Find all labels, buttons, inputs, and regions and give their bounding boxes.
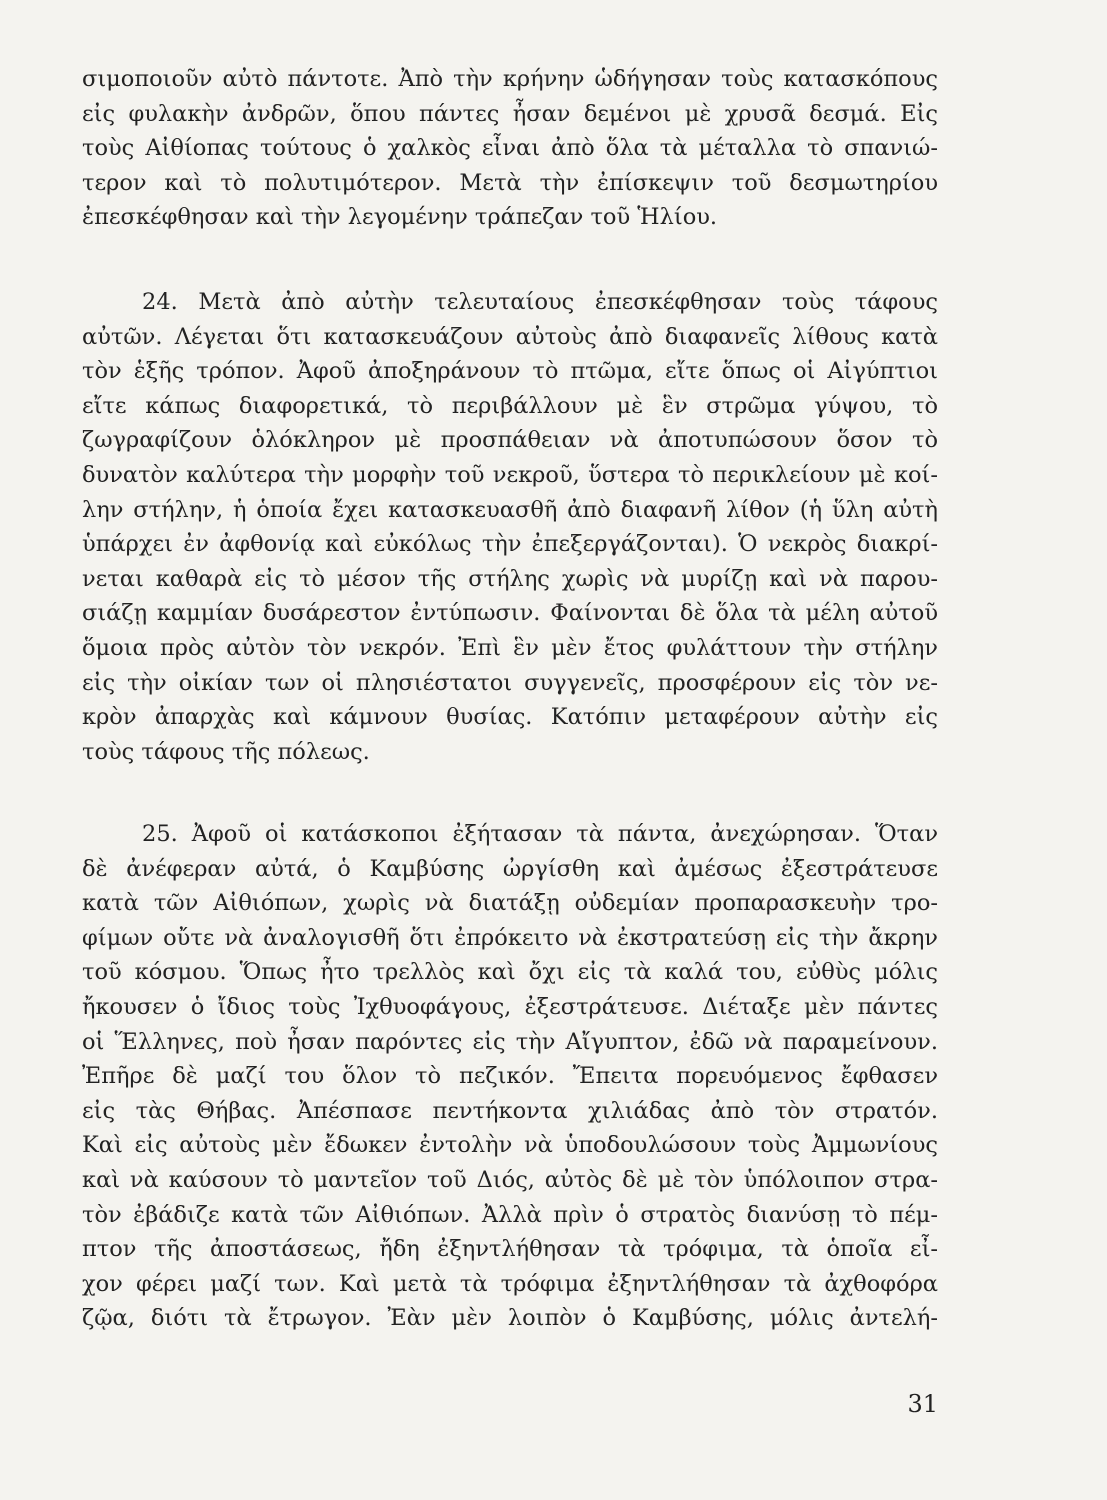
paragraph-25 — [82, 817, 938, 1336]
page-number: 31 — [907, 1390, 938, 1418]
text-line: τοὺς Αἰθίοπας τούτους ὁ χαλκὸς εἶναι ἀπὸ ὅλα τὰ μέταλλα τὸ σπανιώ- — [82, 135, 938, 162]
text-line: Καὶ εἰς αὐτοὺς μὲν ἔδωκεν ἐντολὴν νὰ ὑποδουλώσουν τοὺς Ἀμμωνίους — [82, 1132, 938, 1159]
text-line: ὑπάρχει ἐν ἀφθονίᾳ καὶ εὐκόλως τὴν ἐπεξεργάζονται). Ὁ νεκρὸς διακρί- — [82, 531, 938, 558]
text-line: εἴτε κάπως διαφορετικά, τὸ περιβάλλουν μὲ ἓν στρῶμα γύψου, τὸ — [82, 392, 938, 419]
text-line: λην στήλην, ἡ ὁποία ἔχει κατασκευασθῆ ἀπὸ διαφανῆ λίθον (ἡ ὕλη αὐτὴ — [82, 496, 938, 523]
text-line: τὸν ἐβάδιζε κατὰ τῶν Αἰθιόπων. Ἀλλὰ πρὶν ὁ στρατὸς διανύσῃ τὸ πέμ- — [82, 1201, 938, 1228]
text-line: καὶ νὰ καύσουν τὸ μαντεῖον τοῦ Διός, αὐτὸς δὲ μὲ τὸν ὑπόλοιπον στρα- — [82, 1166, 938, 1193]
text-line: ὅμοια πρὸς αὐτὸν τὸν νεκρόν. Ἐπὶ ἓν μὲν ἔτος φυλάττουν τὴν στήλην — [82, 634, 938, 661]
text-line: χον φέρει μαζί των. Καὶ μετὰ τὰ τρόφιμα ἐξηντλήθησαν τὰ ἀχθοφόρα — [82, 1270, 938, 1297]
text-line: τὸν ἑξῆς τρόπον. Ἀφοῦ ἀποξηράνουν τὸ πτῶμα, εἴτε ὅπως οἱ Αἰγύπτιοι — [82, 358, 938, 385]
text-line: δυνατὸν καλύτερα τὴν μορφὴν τοῦ νεκροῦ, ὕστερα τὸ περικλείουν μὲ κοί- — [82, 461, 938, 488]
paragraph-1 — [82, 62, 938, 235]
text-line: οἱ Ἕλληνες, ποὺ ἦσαν παρόντες εἰς τὴν Αἴγυπτον, ἐδῶ νὰ παραμείνουν. — [82, 1028, 938, 1055]
text-line: κατὰ τῶν Αἰθιόπων, χωρὶς νὰ διατάξῃ οὐδεμίαν προπαρασκευὴν τρο- — [82, 890, 938, 917]
text-line: τερον καὶ τὸ πολυτιμότερον. Μετὰ τὴν ἐπίσκεψιν τοῦ δεσμωτηρίου — [82, 169, 938, 196]
text-line: κρὸν ἀπαρχὰς καὶ κάμνουν θυσίας. Κατόπιν μεταφέρουν αὐτὴν εἰς — [82, 704, 938, 731]
text-line: νεται καθαρὰ εἰς τὸ μέσον τῆς στήλης χωρὶς νὰ μυρίζῃ καὶ νὰ παρου- — [82, 565, 938, 592]
text-line: 25. Ἀφοῦ οἱ κατάσκοποι ἐξήτασαν τὰ πάντα, ἀνεχώρησαν. Ὅταν — [142, 821, 938, 847]
text-line: εἰς φυλακὴν ἀνδρῶν, ὅπου πάντες ἦσαν δεμένοι μὲ χρυσᾶ δεσμά. Εἰς — [82, 100, 938, 127]
text-line: δὲ ἀνέφεραν αὐτά, ὁ Καμβύσης ὠργίσθη καὶ ἀμέσως ἐξεστράτευσε — [82, 855, 938, 882]
text-line: ζῷα, διότι τὰ ἔτρωγον. Ἐὰν μὲν λοιπὸν ὁ Καμβύσης, μόλις ἀντελή- — [82, 1305, 938, 1332]
text-line: τοῦ κόσμου. Ὅπως ἦτο τρελλὸς καὶ ὄχι εἰς τὰ καλά του, εὐθὺς μόλις — [82, 959, 938, 986]
text-line: εἰς τὰς Θήβας. Ἀπέσπασε πεντήκοντα χιλιάδας ἀπὸ τὸν στρατόν. — [82, 1097, 938, 1124]
text-line: σιάζῃ καμμίαν δυσάρεστον ἐντύπωσιν. Φαίνονται δὲ ὅλα τὰ μέλη αὐτοῦ — [82, 600, 938, 627]
text-line: ζωγραφίζουν ὁλόκληρον μὲ προσπάθειαν νὰ ἀποτυπώσουν ὅσον τὸ — [82, 427, 938, 454]
text-line: ἤκουσεν ὁ ἴδιος τοὺς Ἰχθυοφάγους, ἐξεστράτευσε. Διέταξε μὲν πάντες — [82, 993, 938, 1020]
text-line: αὐτῶν. Λέγεται ὅτι κατασκευάζουν αὐτοὺς ἀπὸ διαφανεῖς λίθους κατὰ — [82, 323, 938, 350]
paragraph-24 — [82, 285, 938, 769]
text-line: σιμοποιοῦν αὐτὸ πάντοτε. Ἀπὸ τὴν κρήνην ὡδήγησαν τοὺς κατασκόπους — [82, 66, 938, 92]
text-line: φίμων οὔτε νὰ ἀναλογισθῆ ὅτι ἐπρόκειτο νὰ ἐκστρατεύσῃ εἰς τὴν ἄκρην — [82, 924, 938, 951]
text-line: 24. Μετὰ ἀπὸ αὐτὴν τελευταίους ἐπεσκέφθησαν τοὺς τάφους — [142, 289, 938, 315]
text-line: ἐπεσκέφθησαν καὶ τὴν λεγομένην τράπεζαν τοῦ Ἡλίου. — [82, 204, 718, 231]
text-line: εἰς τὴν οἰκίαν των οἱ πλησιέστατοι συγγενεῖς, προσφέρουν εἰς τὸν νε- — [82, 669, 938, 696]
text-line: πτον τῆς ἀποστάσεως, ἤδη ἐξηντλήθησαν τὰ τρόφιμα, τὰ ὁποῖα εἶ- — [82, 1236, 938, 1263]
text-line: τοὺς τάφους τῆς πόλεως. — [82, 738, 370, 765]
text-line: Ἐπῆρε δὲ μαζί του ὅλον τὸ πεζικόν. Ἔπειτα πορευόμενος ἔφθασεν — [82, 1063, 938, 1090]
